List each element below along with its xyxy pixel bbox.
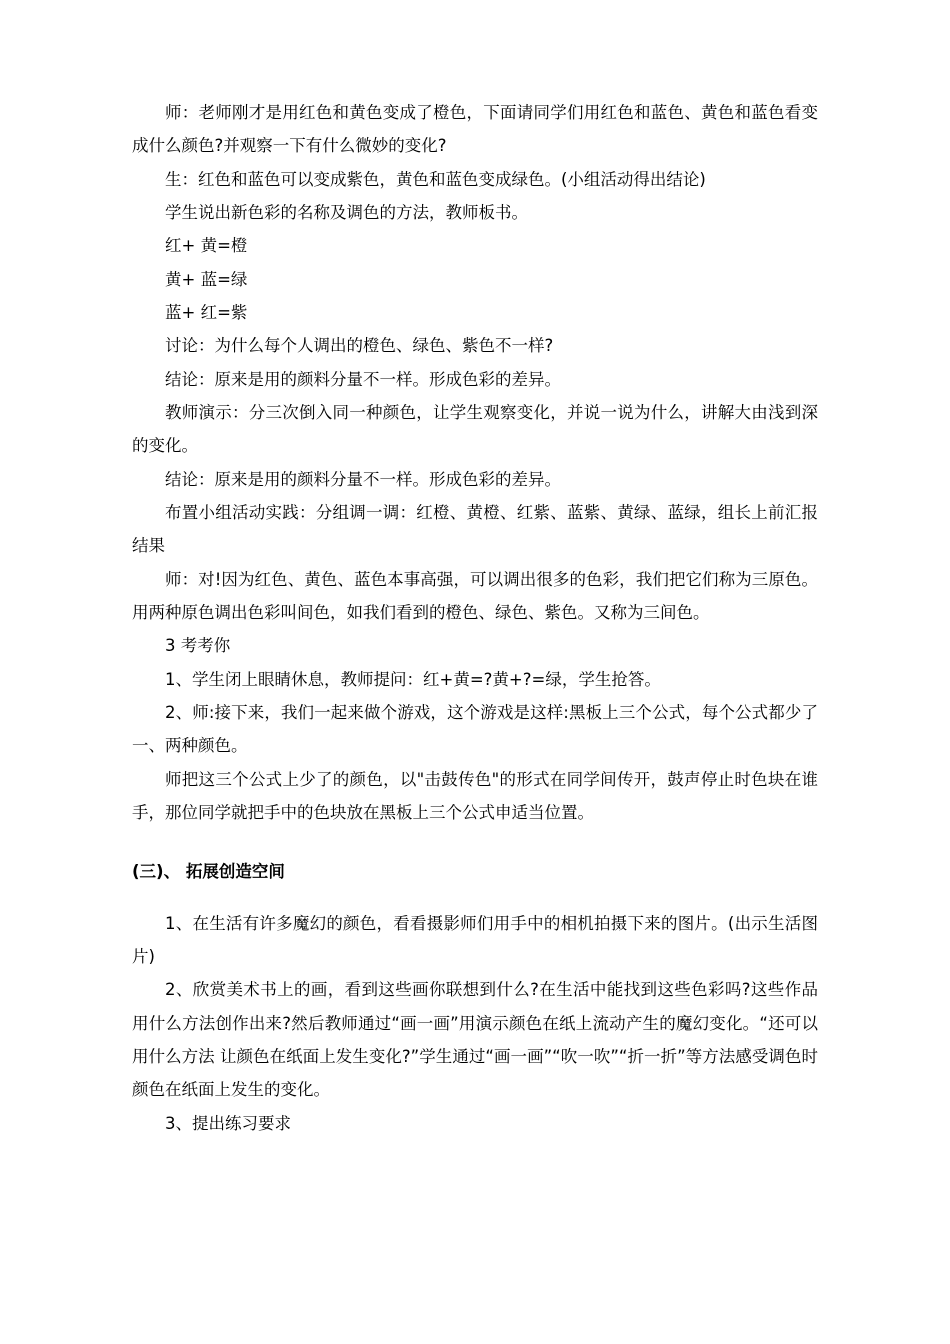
paragraph: 2、师:接下来，我们一起来做个游戏，这个游戏是这样:黑板上三个公式，每个公式都少了一、两种颜色。	[132, 702, 818, 756]
paragraph: 布置小组活动实践：分组调一调：红橙、黄橙、红紫、蓝紫、黄绿、蓝绿，组长上前汇报结果	[132, 502, 818, 556]
paragraph: 1、学生闭上眼睛休息，教师提问：红+黄=?黄+?=绿，学生抢答。	[165, 669, 661, 689]
paragraph: 教师演示：分三次倒入同一种颜色，让学生观察变化，并说一说为什么，讲解大由浅到深的变化。	[132, 402, 818, 456]
paragraph: 结论：原来是用的颜料分量不一样。形成色彩的差异。	[165, 369, 561, 389]
formula-line: 蓝+ 红=紫	[165, 302, 248, 322]
paragraph: 结论：原来是用的颜料分量不一样。形成色彩的差异。	[165, 469, 561, 489]
paragraph: 师：老师刚才是用红色和黄色变成了橙色，下面请同学们用红色和蓝色、黄色和蓝色看变成什么颜色?并观察一下有什么微妙的变化?	[132, 103, 818, 156]
formula-line: 红+ 黄=橙	[165, 236, 248, 256]
paragraph: 3、提出练习要求	[165, 1113, 291, 1133]
paragraph: 1、在生活有许多魔幻的颜色，看看摄影师们用手中的相机拍摄下来的图片。(出示生活图片)	[132, 913, 818, 966]
paragraph: 讨论：为什么每个人调出的橙色、绿色、紫色不一样?	[165, 336, 554, 356]
paragraph: 师：对!因为红色、黄色、蓝色本事高强，可以调出很多的色彩，我们把它们称为三原色。用两种原色调出色彩叫间色，如我们看到的橙色、绿色、紫色。又称为三间色。	[132, 569, 818, 622]
paragraph: 2、欣赏美术书上的画，看到这些画你联想到什么?在生活中能找到这些色彩吗?这些作品用什么方法创作出来?然后教师通过“画一画”用演示颜色在纸上流动产生的魔幻变化。“还可以用什么方法 让颜色在纸面上发生变化?”学生通过“画一画”“吹一吹”“折一折”等方法感受调色时颜色在纸面上发生的变化。	[132, 980, 818, 1100]
paragraph: 生：红色和蓝色可以变成紫色，黄色和蓝色变成绿色。(小组活动得出结论)	[165, 169, 706, 189]
paragraph: 师把这三个公式上少了的颜色，以"击鼓传色"的形式在同学间传开，鼓声停止时色块在谁手，那位同学就把手中的色块放在黑板上三个公式申适当位置。	[132, 769, 818, 822]
section-heading: (三)、 拓展创造空间	[132, 862, 285, 882]
document-body	[132, 96, 818, 1140]
paragraph: 3 考考你	[165, 636, 231, 656]
formula-line: 黄+ 蓝=绿	[165, 269, 248, 289]
paragraph: 学生说出新色彩的名称及调色的方法，教师板书。	[165, 202, 528, 222]
